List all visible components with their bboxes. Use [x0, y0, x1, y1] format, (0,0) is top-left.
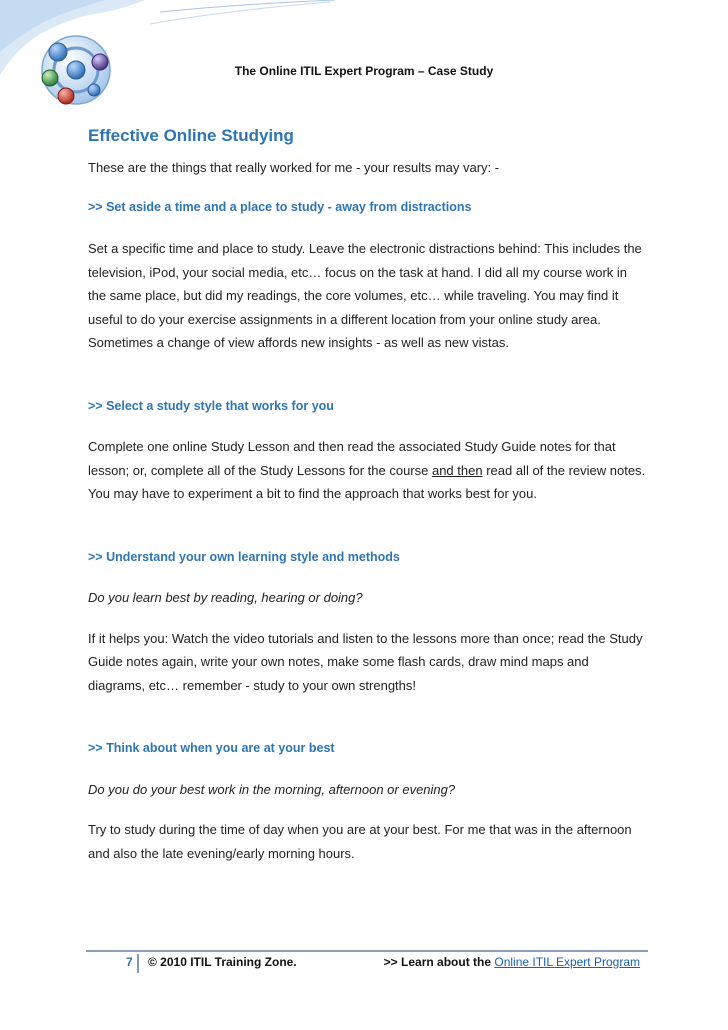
itil-lifecycle-logo-icon: [0, 0, 340, 115]
paragraph-study-style-part1: Complete one online Study Lesson and then read the associated Study Guide notes for that lesson; or, complete all of the Study Lessons for the course: [88, 439, 616, 478]
page-footer: [86, 955, 648, 973]
underlined-and-then: and then: [431, 462, 483, 478]
document-body: [88, 126, 648, 865]
section-heading-time-place: >> Set aside a time and a place to study - away from distractions: [88, 199, 472, 214]
page-title: Effective Online Studying: [88, 126, 294, 145]
paragraph-learning-style: If it helps you: Watch the video tutorials and listen to the lessons more than once; read the Study Guide notes again, write your own notes, make some flash cards, draw mind maps and diagrams, etc… remember - study to your own strengths!: [88, 630, 643, 693]
intro-paragraph: These are the things that really worked for me - your results may vary: -: [88, 160, 500, 175]
question-learning-style: Do you learn best by reading, hearing or doing?: [88, 590, 363, 605]
paragraph-study-style-part2: read all of the review notes. You may have to experiment a bit to find the approach that works best for you.: [88, 462, 646, 501]
page-number: 7: [126, 955, 133, 969]
learn-more-prefix: >> Learn about the: [383, 955, 495, 969]
footer-divider: [86, 950, 648, 952]
learn-more: [384, 955, 640, 969]
copyright-notice: © 2010 ITIL Training Zone.: [148, 955, 297, 969]
online-itil-expert-program-link[interactable]: Online ITIL Expert Program: [494, 955, 640, 969]
section-heading-best-time: >> Think about when you are at your best: [88, 741, 335, 755]
question-best-time: Do you do your best work in the morning, afternoon or evening?: [88, 781, 456, 797]
paragraph-study-style: [88, 435, 648, 506]
paragraph-best-time: Try to study during the time of day when you are at your best. For me that was in the afternoon and also the late evening/early morning hours.: [88, 822, 632, 861]
section-heading-study-style: >> Select a study style that works for you: [88, 398, 334, 413]
paragraph-time-place: Set a specific time and place to study. Leave the electronic distractions behind: This includes the television, iPod, your social media, etc… focus on the task at hand. I did all my course work in the same place, but did my readings, the core volumes, etc… while traveling. You may find it useful to do your exercise assignments in a different location from your online study area. Sometimes a change of view affords new insights - as well as new vistas.: [88, 241, 642, 350]
page-number-separator: [137, 954, 139, 973]
section-heading-learning-style: >> Understand your own learning style and methods: [88, 549, 400, 564]
page-header-title: The Online ITIL Expert Program – Case Study: [234, 64, 494, 78]
